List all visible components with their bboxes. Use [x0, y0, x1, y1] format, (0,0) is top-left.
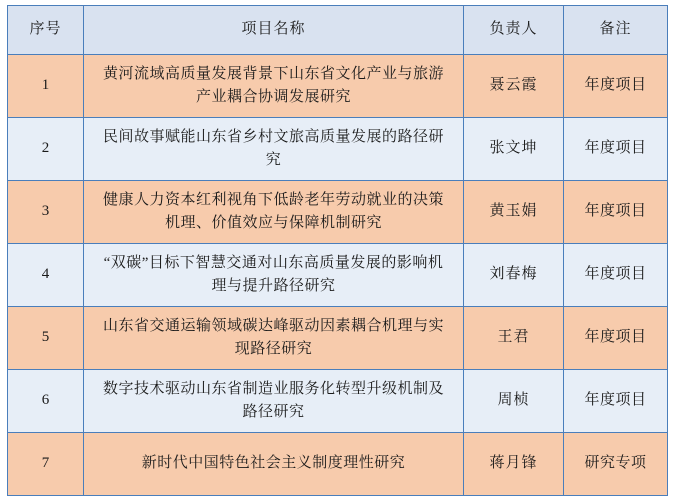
row-project-name: [84, 370, 464, 433]
row-leader: 周桢: [464, 370, 564, 433]
row-leader: 刘春梅: [464, 244, 564, 307]
project-list-table: [7, 5, 668, 496]
table-body: [8, 55, 668, 496]
table-header: [8, 6, 668, 55]
row-leader: 黄玉娟: [464, 181, 564, 244]
row-project-name-text: 健康人力资本红利视角下低龄老年劳动就业的决策机理、价值效应与保障机制研究: [102, 191, 444, 231]
row-project-name-text: 山东省交通运输领域碳达峰驱动因素耦合机理与实现路径研究: [102, 317, 444, 357]
row-leader: 蒋月锋: [464, 433, 564, 496]
row-project-name: [84, 181, 464, 244]
table-header-row: [8, 6, 668, 55]
row-note: 年度项目: [564, 370, 668, 433]
table-row: [8, 370, 668, 433]
column-header-leader: 负责人: [464, 6, 564, 55]
row-project-name-text: 民间故事赋能山东省乡村文旅高质量发展的路径研究: [102, 128, 444, 168]
row-project-name: [84, 55, 464, 118]
row-project-name-text: “双碳”目标下智慧交通对山东高质量发展的影响机理与提升路径研究: [103, 254, 444, 294]
column-header-index: 序号: [8, 6, 84, 55]
table-row: [8, 118, 668, 181]
row-project-name-text: 数字技术驱动山东省制造业服务化转型升级机制及路径研究: [102, 380, 444, 420]
row-note: 年度项目: [564, 181, 668, 244]
row-index: 2: [8, 118, 84, 181]
row-note: 年度项目: [564, 55, 668, 118]
row-project-name: [84, 307, 464, 370]
row-project-name: [84, 118, 464, 181]
row-index: 4: [8, 244, 84, 307]
column-header-name: 项目名称: [84, 6, 464, 55]
table-row: [8, 181, 668, 244]
table-row: [8, 307, 668, 370]
row-index: 5: [8, 307, 84, 370]
row-note: 年度项目: [564, 118, 668, 181]
table-row: [8, 433, 668, 496]
row-leader: 张文坤: [464, 118, 564, 181]
row-project-name: [84, 433, 464, 496]
row-note: 研究专项: [564, 433, 668, 496]
table-row: [8, 55, 668, 118]
row-leader: 王君: [464, 307, 564, 370]
row-note: 年度项目: [564, 244, 668, 307]
row-index: 7: [8, 433, 84, 496]
row-index: 3: [8, 181, 84, 244]
column-header-note: 备注: [564, 6, 668, 55]
row-leader: 聂云霞: [464, 55, 564, 118]
row-project-name: [84, 244, 464, 307]
row-project-name-text: 黄河流域高质量发展背景下山东省文化产业与旅游产业耦合协调发展研究: [102, 65, 444, 105]
row-project-name-text: 新时代中国特色社会主义制度理性研究: [141, 455, 406, 472]
row-note: 年度项目: [564, 307, 668, 370]
table-row: [8, 244, 668, 307]
row-index: 6: [8, 370, 84, 433]
row-index: 1: [8, 55, 84, 118]
